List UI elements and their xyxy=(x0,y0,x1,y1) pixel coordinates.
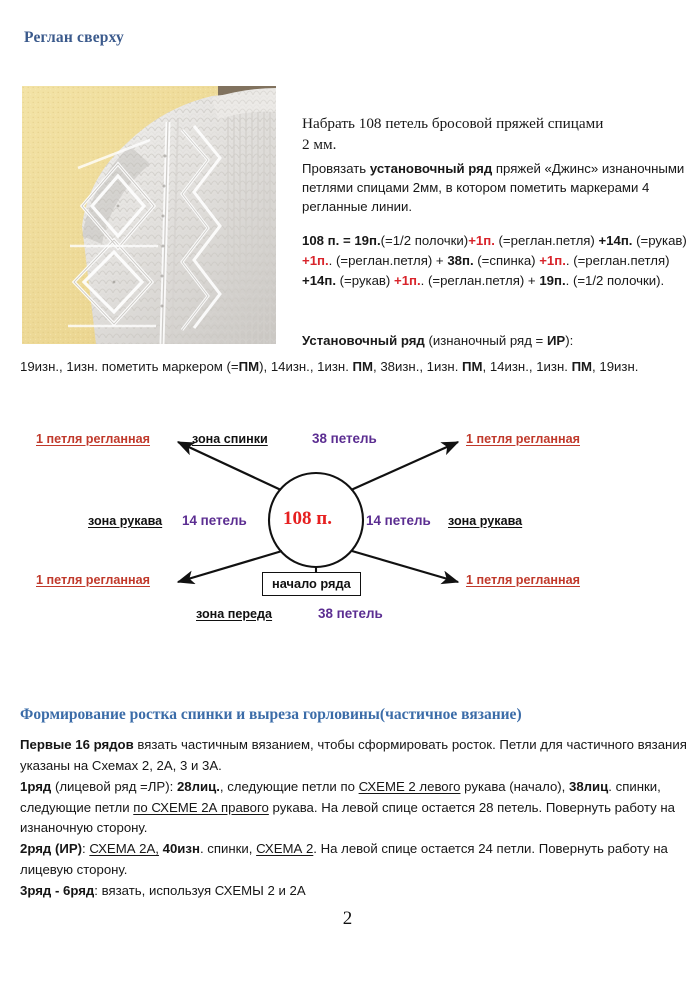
p2-a: (лицевой ряд =ЛР): xyxy=(51,778,177,794)
setup-row-heading-rest-a: (изнаночный ряд = xyxy=(424,333,547,348)
paragraph-row-2 xyxy=(20,839,692,881)
setup-body-e: , 19изн. xyxy=(592,359,639,374)
p2-chart-ref-2: СХЕМЕ 2 левого xyxy=(358,778,461,794)
math-total: 108 п. = 19п. xyxy=(302,233,381,248)
intro-p2-bold: установочный ряд xyxy=(369,161,493,177)
raglan-label-bottom-left: 1 петля регланная xyxy=(36,573,150,587)
p2-count-38: 38лиц xyxy=(569,778,609,794)
p2-d: . спинки, следующие петли xyxy=(20,778,661,815)
p4-rest: : вязать, используя СХЕМЫ 2 и 2А xyxy=(94,883,306,899)
section-heading: Формирование ростка спинки и выреза горловины(частичное вязание) xyxy=(20,706,522,723)
paragraph-first-16-rows xyxy=(20,735,692,777)
zone-sleeve-left-count: 14 петель xyxy=(182,513,247,528)
intro-paragraph-2 xyxy=(302,159,690,216)
math-sleeve-note-1: (=рукав) xyxy=(632,233,687,248)
p3-chart-ref-2: СХЕМА 2 xyxy=(256,841,314,857)
intro-text-block xyxy=(302,114,690,216)
zone-front-count: 38 петель xyxy=(318,606,383,621)
math-sleeve-2: +14п. xyxy=(302,272,336,288)
math-half-front-note: . (=1/2 полочки). xyxy=(565,272,665,288)
paragraph-row-1 xyxy=(20,777,692,840)
setup-body-d: , 14изн., 1изн. xyxy=(482,359,572,374)
intro-p2-suffix: пряжей «Джинс» изнаночными петлями спицами 2мм, в котором пометить маркерами 4 регланные линии. xyxy=(302,161,685,215)
page-title: Реглан сверху xyxy=(24,29,124,46)
intro-serif-line-1: Набрать 108 петель бросовой пряжей спицами xyxy=(302,115,604,132)
setup-marker-4: ПМ xyxy=(571,359,593,374)
raglan-label-top-left: 1 петля регланная xyxy=(36,432,150,446)
math-back-note: (=спинка) xyxy=(473,252,540,268)
math-half-front-a: (=1/2 полочки) xyxy=(380,233,469,248)
page-number: 2 xyxy=(342,908,353,929)
p3-a: : xyxy=(82,841,90,857)
raglan-label-top-right: 1 петля регланная xyxy=(466,432,580,446)
knitted-sweater-shoulder-photo xyxy=(22,86,276,344)
diagram-total-stitches: 108 п. xyxy=(283,508,332,529)
setup-marker-3: ПМ xyxy=(462,359,483,374)
math-raglan-2: +1п. xyxy=(302,252,329,268)
setup-marker-2: ПМ xyxy=(352,359,373,374)
zone-back-count: 38 петель xyxy=(312,431,377,446)
math-sleeve-note-2: (=рукав) xyxy=(336,272,394,288)
math-raglan-note-1: (=реглан.петля) xyxy=(494,233,599,248)
p4-row-label: 3ряд - 6ряд xyxy=(20,883,95,899)
p3-d: . На левой спице остается 24 петли. Повернуть работу на лицевую сторону. xyxy=(20,841,668,878)
p3-row-label: 2ряд (ИР) xyxy=(20,841,83,857)
zone-front-label: зона переда xyxy=(196,607,273,621)
p2-b: , следующие петли по xyxy=(219,778,359,794)
math-raglan-note-4: . (=реглан.петля) + xyxy=(420,272,540,288)
math-sleeve-1: +14п. xyxy=(598,233,633,248)
p3-chart-ref-2a: СХЕМА 2А, xyxy=(89,841,159,857)
p3-c: . спинки, xyxy=(199,841,257,857)
p1-rest: вязать частичным вязанием, чтобы сформировать росток. Петли для частичного вязания указаны на Схемах 2, 2А, 3 и 3А. xyxy=(20,737,687,773)
setup-body-a: 19изн., 1изн. пометить маркером (= xyxy=(20,359,239,374)
row-start-label: начало ряда xyxy=(262,572,361,596)
setup-row-heading-rest-b: ): xyxy=(565,333,574,348)
section-body xyxy=(20,735,692,902)
zone-sleeve-right-label: зона рукава xyxy=(448,514,523,528)
setup-body-b: ), 14изн., 1изн. xyxy=(259,359,353,374)
p3-count-40: 40изн xyxy=(162,841,200,857)
zone-back-label: зона спинки xyxy=(192,432,268,446)
raglan-label-bottom-right: 1 петля регланная xyxy=(466,573,580,587)
p2-chart-ref-2a: по СХЕМЕ 2А правого xyxy=(133,799,269,815)
arrow-top-left xyxy=(178,442,281,490)
stitch-count-breakdown xyxy=(302,231,694,290)
p2-count-28: 28лиц. xyxy=(176,778,220,794)
math-half-front-b: 19п. xyxy=(539,272,566,288)
intro-serif-line-2: 2 мм. xyxy=(302,135,337,153)
raglan-distribution-diagram xyxy=(0,412,695,652)
math-raglan-1: +1п. xyxy=(468,233,495,248)
setup-marker-1: ПМ xyxy=(238,359,260,374)
paragraph-rows-3-6 xyxy=(20,881,692,902)
zone-sleeve-left-label: зона рукава xyxy=(88,514,163,528)
intro-p2-prefix: Провязать xyxy=(302,161,370,177)
p2-row-label: 1ряд xyxy=(20,778,52,794)
arrow-top-right xyxy=(351,442,458,490)
intro-line-1 xyxy=(302,114,690,155)
p1-bold: Первые 16 рядов xyxy=(20,737,134,752)
math-raglan-note-2: . (=реглан.петля) + xyxy=(328,252,448,268)
p2-e: рукава. На левой спице остается 28 петель. Повернуть работу на изнаночную сторону. xyxy=(20,799,676,836)
arrow-bottom-right xyxy=(352,551,458,582)
math-raglan-3: +1п. xyxy=(539,252,566,268)
setup-row-heading-abbr: ИР xyxy=(546,333,566,348)
p2-c: рукава (начало), xyxy=(460,778,570,794)
setup-row-heading xyxy=(302,331,573,351)
math-back: 38п. xyxy=(447,252,474,268)
setup-row-heading-bold: Установочный ряд xyxy=(302,333,425,348)
setup-row-instructions xyxy=(20,356,692,377)
setup-body-c: , 38изн., 1изн. xyxy=(373,359,463,374)
math-raglan-4: +1п. xyxy=(394,272,421,288)
math-raglan-note-3: . (=реглан.петля) xyxy=(565,252,670,268)
zone-sleeve-right-count: 14 петель xyxy=(366,513,431,528)
